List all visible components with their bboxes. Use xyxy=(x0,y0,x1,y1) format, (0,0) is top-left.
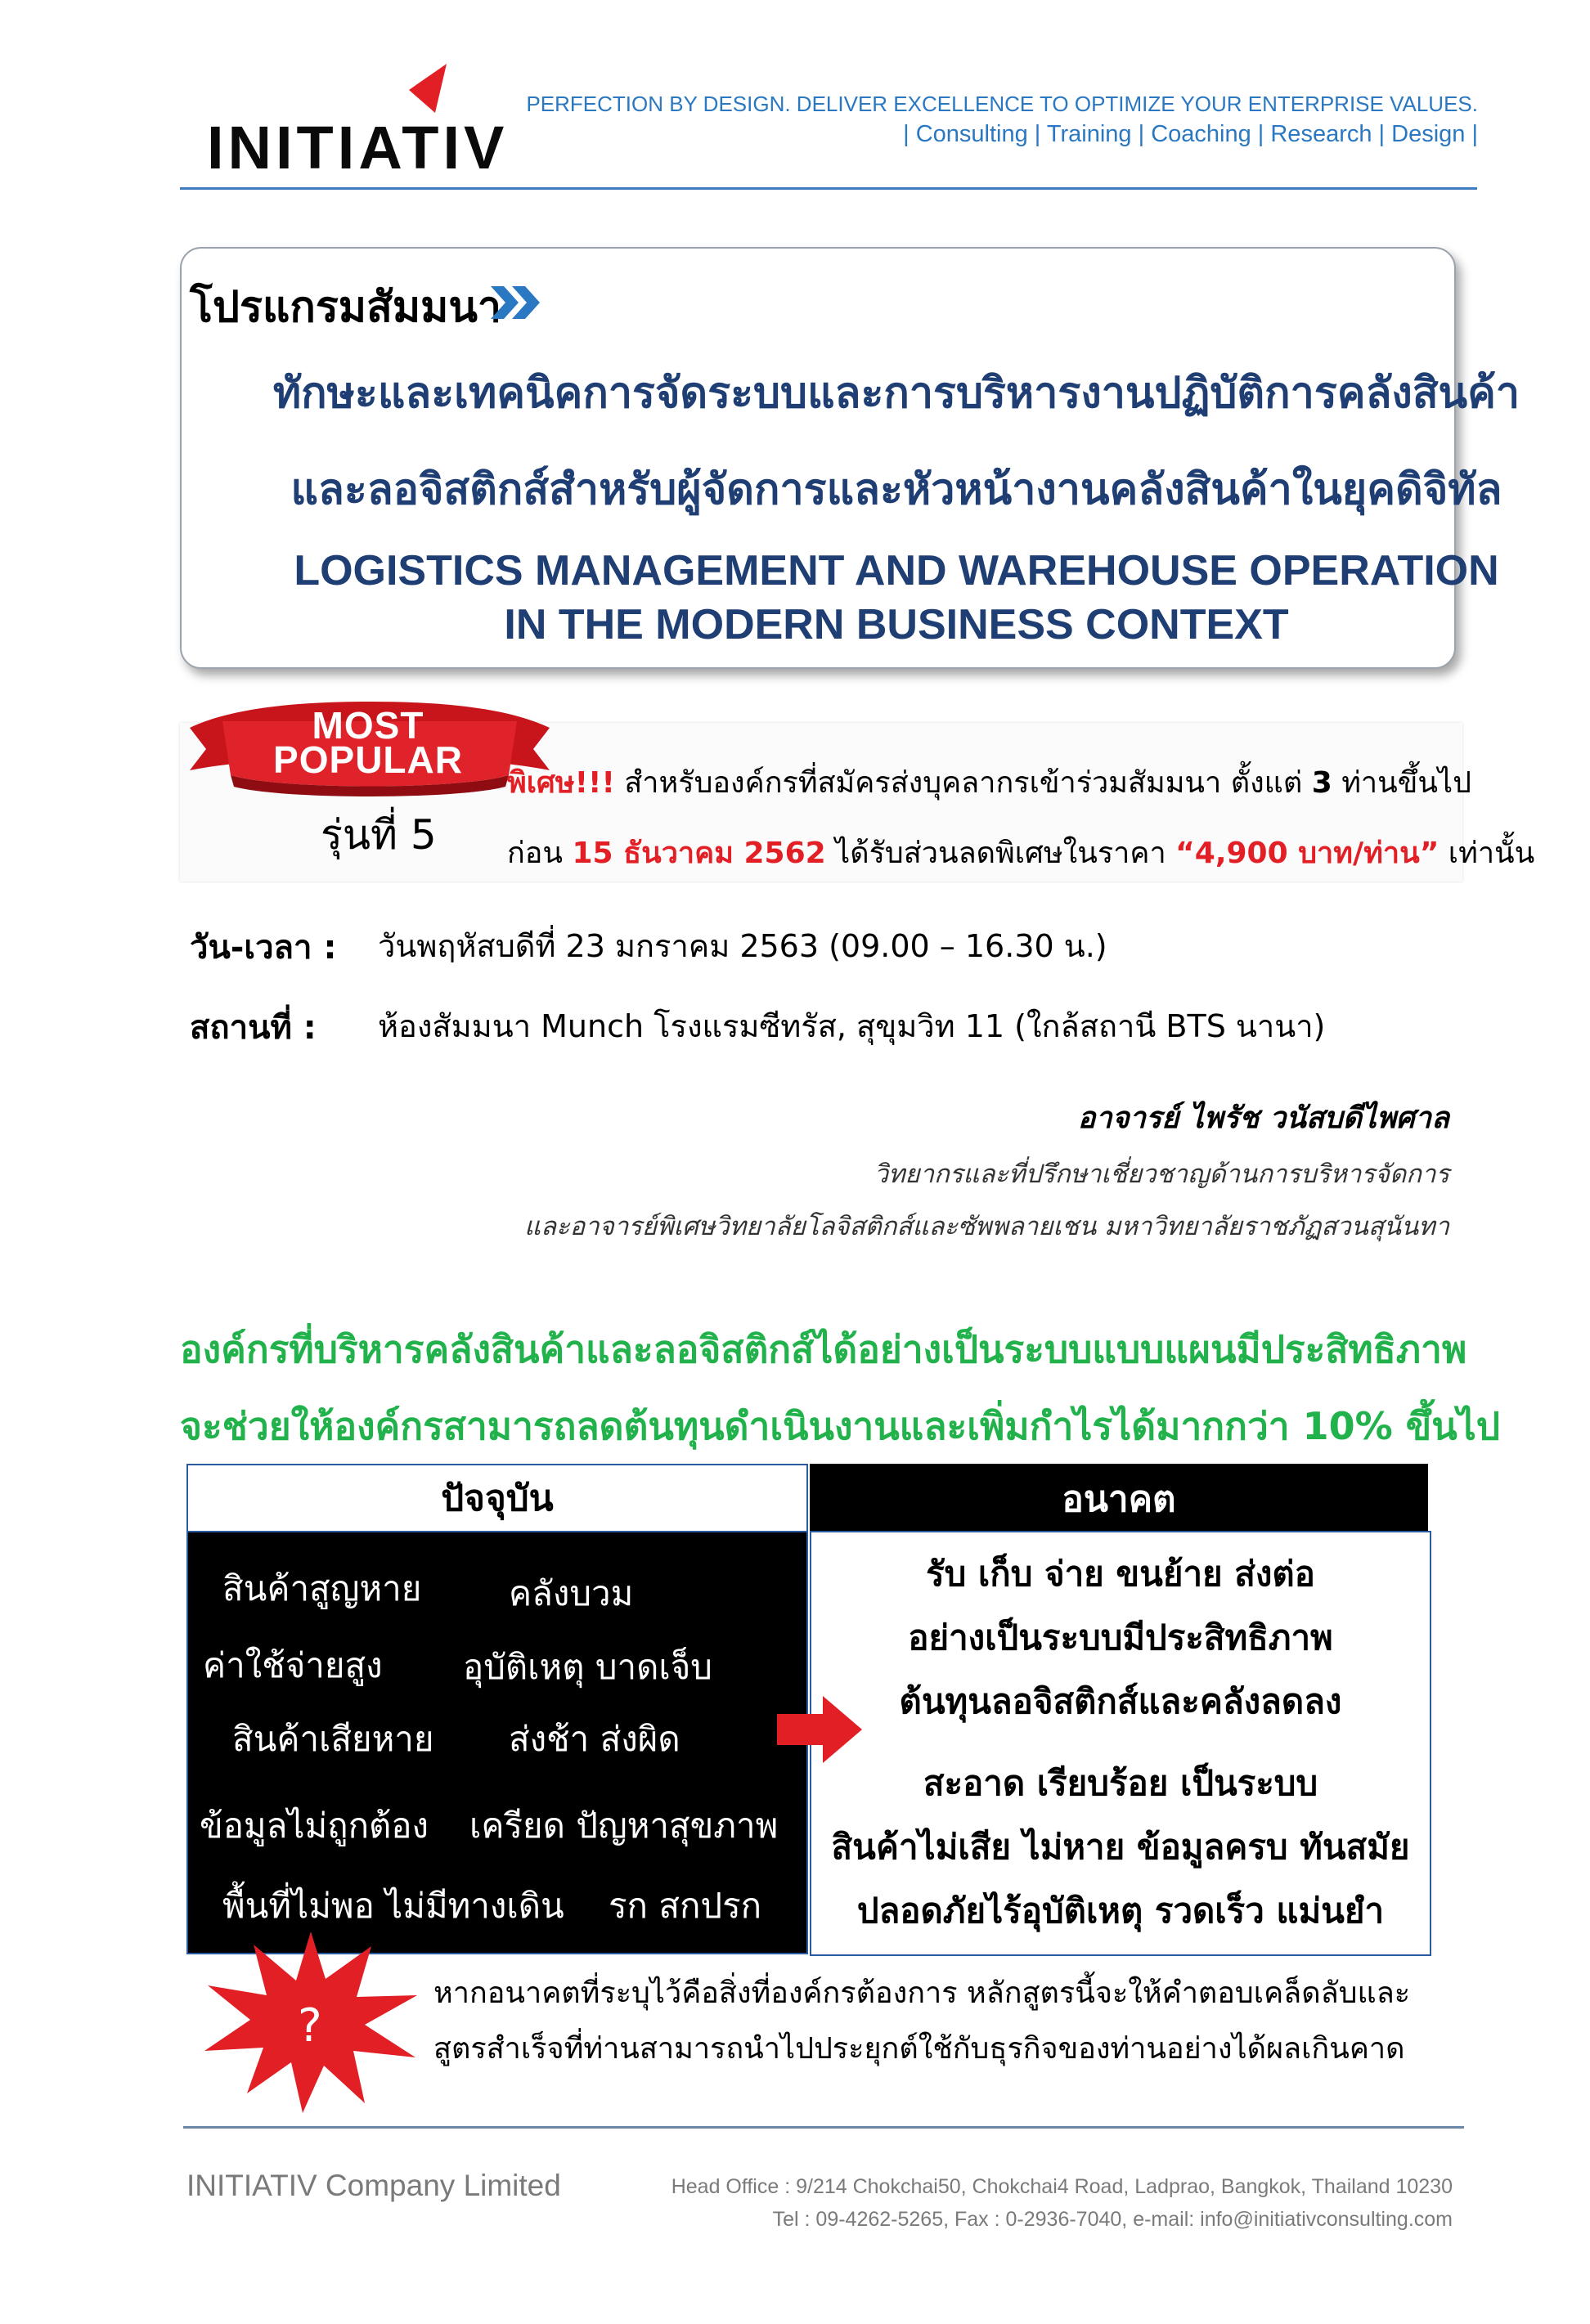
tagline: PERFECTION BY DESIGN. DELIVER EXCELLENCE TO OPTIMIZE YOUR ENTERPRISE VALUES. xyxy=(526,92,1478,116)
promo-discount-text: ได้รับส่วนลดพิเศษในราคา xyxy=(825,837,1176,870)
question-burst-icon xyxy=(196,1928,425,2116)
promo-line-2 xyxy=(507,829,1534,876)
company-logo: INITIATIV xyxy=(207,114,509,182)
present-column-header: ปัจจุบัน xyxy=(186,1464,808,1534)
ribbon-text-most: MOST xyxy=(312,704,424,747)
venue-value: ห้องสัมมนา Munch โรงแรมซีทรัส, สุขุมวิท 11 (ใกล้สถานี BTS นานา) xyxy=(378,1008,1326,1044)
company-name: INITIATIV Company Limited xyxy=(186,2169,561,2202)
program-title-thai-line-1: ทักษะและเทคนิคการจัดระบบและการบริหารงานปฏิบัติการคลังสินค้า xyxy=(272,369,1520,418)
promo-line-1 xyxy=(507,759,1471,805)
future-item: สะอาด เรียบร้อย เป็นระบบ xyxy=(923,1763,1318,1803)
present-item: สินค้าสูญหาย xyxy=(222,1568,422,1608)
future-item: อย่างเป็นระบบมีประสิทธิภาพ xyxy=(908,1617,1333,1658)
promo-text-end: ท่านขึ้นไป xyxy=(1332,766,1471,800)
present-item: สินค้าเสียหาย xyxy=(232,1719,434,1759)
program-title-thai-line-2: และลอจิสติกส์สำหรับผู้จัดการและหัวหน้างานคลังสินค้าในยุคดิจิทัล xyxy=(290,465,1502,514)
promo-deadline: 15 ธันวาคม 2562 xyxy=(572,837,826,870)
promo-price: “4,900 บาท/ท่าน” xyxy=(1175,837,1440,870)
footer-divider xyxy=(183,2126,1464,2129)
promo-min-count: 3 xyxy=(1311,766,1332,800)
date-value: วันพฤหัสบดีที่ 23 มกราคม 2563 (09.00 – 16.30 น.) xyxy=(378,928,1107,964)
program-label: โปรแกรมสัมมนา xyxy=(190,283,502,332)
speaker-role-2: และอาจารย์พิเศษวิทยาลัยโลจิสติกส์และซัพพลายเชน มหาวิทยาลัยราชภัฏสวนสุนันทา xyxy=(524,1212,1449,1241)
present-item: ค่าใช้จ่ายสูง xyxy=(203,1645,383,1685)
benefit-headline-1: องค์กรที่บริหารคลังสินค้าและลอจิสติกส์ได้อย่างเป็นระบบแบบแผนมีประสิทธิภาพ xyxy=(180,1327,1467,1371)
header-divider xyxy=(180,187,1477,190)
venue-label: สถานที่ : xyxy=(190,1009,317,1047)
question-text-1: หากอนาคตที่ระบุไว้คือสิ่งที่องค์กรต้องการ หลักสูตรนี้จะให้คำตอบเคล็ดลับและ xyxy=(433,1976,1411,2010)
present-item: ข้อมูลไม่ถูกต้อง xyxy=(200,1806,429,1846)
benefit-headline-2: จะช่วยให้องค์กรสามารถลดต้นทุนดำเนินงานและเพิ่มกำไรได้มากกว่า 10% ขึ้นไป xyxy=(180,1404,1500,1448)
question-mark: ? xyxy=(298,1999,322,2053)
logo-triangle-icon xyxy=(407,64,448,114)
present-item: อุบัติเหตุ บาดเจ็บ xyxy=(463,1647,712,1687)
future-item: รับ เก็บ จ่าย ขนย้าย ส่งต่อ xyxy=(926,1554,1315,1594)
future-item: สินค้าไม่เสีย ไม่หาย ข้อมูลครบ ทันสมัย xyxy=(831,1827,1410,1867)
promo-before: ก่อน xyxy=(507,837,573,870)
question-text-2: สูตรสำเร็จที่ท่านสามารถนำไปประยุกต์ใช้กับธุรกิจของท่านอย่างได้ผลเกินคาด xyxy=(433,2032,1405,2066)
present-item: เครียด ปัญหาสุขภาพ xyxy=(469,1806,779,1846)
right-arrow-icon xyxy=(777,1696,862,1763)
speaker-role-1: วิทยากรและที่ปรึกษาเชี่ยวชาญด้านการบริหารจัดการ xyxy=(874,1160,1449,1189)
batch-number: รุ่นที่ 5 xyxy=(321,811,437,859)
double-chevron-icon xyxy=(491,286,545,319)
company-contact: Tel : 09-4262-5265, Fax : 0-2936-7040, e-mail: info@initiativconsulting.com xyxy=(772,2208,1453,2231)
ribbon-text-popular: POPULAR xyxy=(273,738,463,781)
present-item: ส่งช้า ส่งผิด xyxy=(509,1719,680,1759)
present-item: รก สกปรก xyxy=(609,1886,762,1926)
promo-only: เท่านั้น xyxy=(1439,837,1535,870)
special-badge: พิเศษ!!! xyxy=(507,766,615,800)
date-label: วัน-เวลา : xyxy=(190,929,337,967)
program-title-english-line-2: IN THE MODERN BUSINESS CONTEXT xyxy=(504,601,1289,648)
services-list: | Consulting | Training | Coaching | Research | Design | xyxy=(903,121,1478,147)
speaker-name: อาจารย์ ไพรัช วนัสบดีไพศาล xyxy=(1077,1101,1449,1135)
company-address: Head Office : 9/214 Chokchai50, Chokchai4 Road, Ladprao, Bangkok, Thailand 10230 xyxy=(671,2175,1453,2198)
present-item: คลังบวม xyxy=(509,1573,634,1613)
future-item: ต้นทุนลอจิสติกส์และคลังลดลง xyxy=(899,1681,1342,1721)
future-column-header: อนาคต xyxy=(810,1464,1428,1531)
future-item: ปลอดภัยไร้อุบัติเหตุ รวดเร็ว แม่นยำ xyxy=(856,1891,1385,1931)
present-item: พื้นที่ไม่พอ ไม่มีทางเดิน xyxy=(222,1886,564,1926)
promo-text: สำหรับองค์กรที่สมัครส่งบุคลากรเข้าร่วมสัมมนา ตั้งแต่ xyxy=(614,766,1312,800)
program-title-english-line-1: LOGISTICS MANAGEMENT AND WAREHOUSE OPERATION xyxy=(294,547,1499,594)
